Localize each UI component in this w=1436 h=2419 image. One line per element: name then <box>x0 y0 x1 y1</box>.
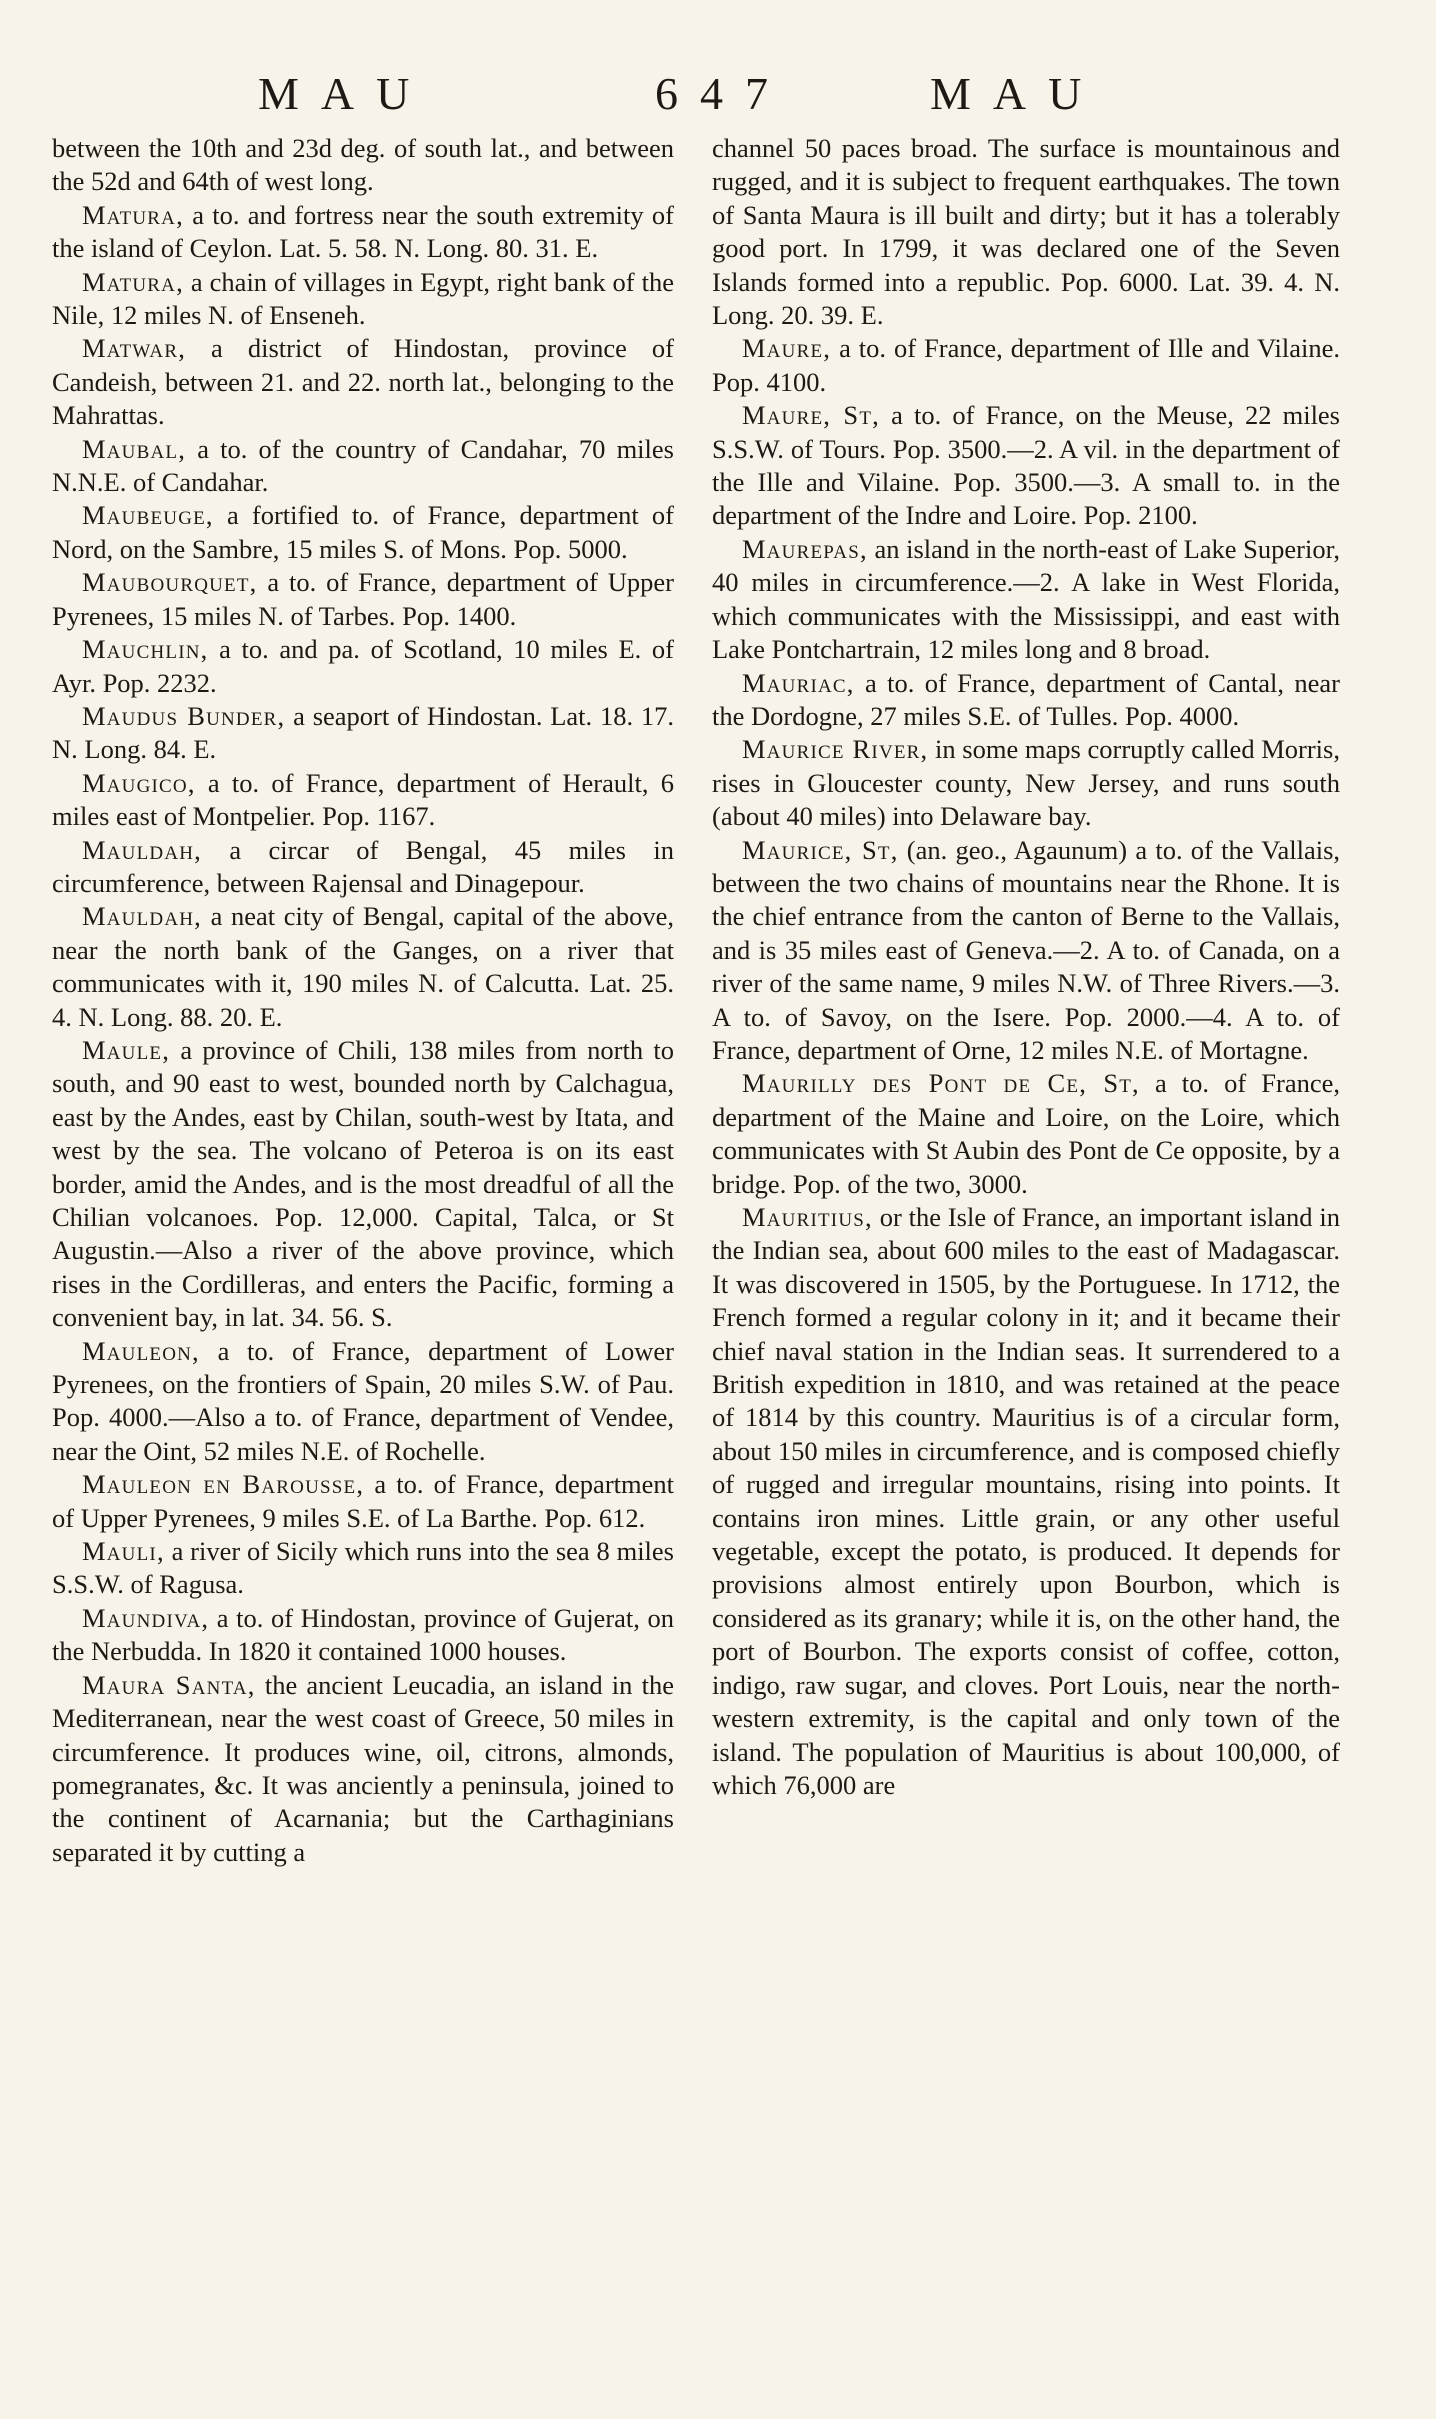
entry-text: a to. of France, department of Cantal, near the Dordogne, 27 miles S.E. of Tulles. Pop. 4000. <box>712 667 1340 731</box>
entry <box>712 733 1340 833</box>
entry-text: a to. of France, department of Ille and Vilaine. Pop. 4100. <box>712 333 1340 397</box>
headword: Mauritius, <box>742 1202 873 1232</box>
entry <box>52 1034 674 1335</box>
left-column <box>52 132 674 1869</box>
entry-text: a fortified to. of France, department of Nord, on the Sambre, 15 miles S. of Mons. Pop. 5000. <box>52 500 674 564</box>
entry <box>712 332 1340 399</box>
entry-text: a district of Hindostan, province of Candeish, between 21. and 22. north lat., belonging to the Mahrattas. <box>52 333 674 431</box>
entry <box>52 266 674 333</box>
headword: Maudus Bunder, <box>82 700 286 731</box>
entry <box>52 1535 674 1602</box>
entry <box>52 834 674 901</box>
headword: Maurice River, <box>742 734 929 765</box>
entry-text: in some maps corruptly called Morris, rises in Gloucester county, New Jersey, and runs south (about 40 miles) into Delaware bay. <box>712 734 1340 832</box>
headword: Maubal, <box>82 433 187 464</box>
headword: Maure, St, <box>742 400 881 431</box>
headword: Maubeuge, <box>82 500 214 531</box>
headword: Mauchlin, <box>82 634 209 665</box>
headword: Maure, <box>742 333 832 364</box>
entry-text: a to. of France, department of Upper Pyrenees, 9 miles S.E. of La Barthe. Pop. 612. <box>52 1469 674 1533</box>
entry-text: or the Isle of France, an important island in the Indian sea, about 600 miles to the east of Madagascar. It was discovered in 1505, by the Portuguese. In 1712, the French formed a regular colony in it; and it became their chief naval station in the Indian seas. It surrendered to a British expedition in 1810, and was retained at the peace of 1814 by this country. Mauritius is of a circular form, about 150 miles in circumference, and is composed chiefly of rugged and irregular mountains, rising into points. It contains iron mines. Little grain, or any other useful vegetable, except the potato, is produced. It depends for provisions almost entirely upon Bourbon, which is considered as its granary; while it is, on the other hand, the port of Bourbon. The exports consist of coffee, cotton, indigo, raw sugar, and cloves. Port Louis, near the north-western extremity, is the capital and only town of the island. The population of Mauritius is about 100,000, of which 76,000 are <box>712 1202 1340 1800</box>
entry-text: a river of Sicily which runs into the sea 8 miles S.S.W. of Ragusa. <box>52 1536 674 1600</box>
entry-text: a province of Chili, 138 miles from north to south, and 90 east to west, bounded north by Calchagua, east by the Andes, east by Chilan, south-west by Itata, and west by the sea. The volcano of Peteroa is on its east border, amid the Andes, and is the most dreadful of all the Chilian volcanoes. Pop. 12,000. Capital, Talca, or St Augustin.—Also a river of the above province, which rises in the Cordilleras, and enters the Pacific, forming a convenient bay, in lat. 34. 56. S. <box>52 1034 674 1333</box>
entry-text: a neat city of Bengal, capital of the above, near the north bank of the Ganges, on a river that communicates with it, 190 miles N. of Calcutta. Lat. 25. 4. N. Long. 88. 20. E. <box>52 901 674 1032</box>
headword: Mauriac, <box>742 667 855 698</box>
entry-text: a to. and pa. of Scotland, 10 miles E. of Ayr. Pop. 2232. <box>52 634 674 698</box>
entry-text: a to. of the country of Candahar, 70 miles N.N.E. of Candahar. <box>52 433 674 498</box>
headword: Mauldah, <box>82 834 202 865</box>
headword: Matwar, <box>82 333 187 364</box>
entry <box>52 633 674 700</box>
entry <box>52 332 674 432</box>
entry-text: a seaport of Hindostan. Lat. 18. 17. N. Long. 84. E. <box>52 700 674 765</box>
headword: Mauleon, <box>82 1335 200 1366</box>
entry <box>52 700 674 767</box>
entry-text: an island in the north-east of Lake Superior, 40 miles in circumference.—2. A lake in West Florida, which communicates with the Mississippi, and east with Lake Pontchartrain, 12 miles long and 8 broad. <box>712 533 1340 665</box>
entry <box>52 1335 674 1469</box>
right-column <box>712 132 1340 1802</box>
entry-text: a chain of villages in Egypt, right bank of the Nile, 12 miles N. of Enseneh. <box>52 266 674 331</box>
entry-text: a to. of France, department of Herault, 6 miles east of Montpelier. Pop. 1167. <box>52 767 674 832</box>
headword: Maundiva, <box>82 1602 210 1633</box>
headword: Mauleon en Barousse, <box>82 1469 365 1500</box>
running-head-right: MAU <box>930 68 1104 119</box>
page-number: 647 <box>655 68 790 119</box>
entry-text: a to. and fortress near the south extremity of the island of Ceylon. Lat. 5. 58. N. Long. 80. 31. E. <box>52 199 674 264</box>
headword: Maurilly des Pont de Ce, St, <box>742 1068 1140 1099</box>
headword: Maurepas, <box>742 533 868 564</box>
headword: Maurice, St, <box>742 834 899 865</box>
headword: Matura, <box>82 266 184 297</box>
headword: Matura, <box>82 199 184 230</box>
entry <box>712 1201 1340 1802</box>
entry-text: a to. of Hindostan, province of Gujerat, on the Nerbudda. In 1820 it contained 1000 houses. <box>52 1602 674 1667</box>
entry-continuation: channel 50 paces broad. The surface is mountainous and rugged, and it is subject to frequent earthquakes. The town of Santa Maura is ill built and dirty; but it has a tolerably good port. In 1799, it was declared one of the Seven Islands formed into a republic. Pop. 6000. Lat. 39. 4. N. Long. 20. 39. E. <box>712 133 1340 331</box>
entry <box>52 433 674 500</box>
entry <box>52 1468 674 1535</box>
entry <box>52 900 674 1034</box>
headword: Mauldah, <box>82 901 202 932</box>
entry <box>712 834 1340 1068</box>
entry <box>712 533 1340 667</box>
entry-text: a circar of Bengal, 45 miles in circumference, between Rajensal and Dinagepour. <box>52 834 674 898</box>
entry-text: a to. of France, department of Lower Pyrenees, on the frontiers of Spain, 20 miles S.W. of Pau. Pop. 4000.—Also a to. of France, department of Vendee, near the Oint, 52 miles N.E. of Rochelle. <box>52 1335 674 1466</box>
headword: Maugico, <box>82 767 196 798</box>
entry-continuation: between the 10th and 23d deg. of south lat., and between the 52d and 64th of west long. <box>52 133 674 197</box>
entry-text: a to. of France, department of the Maine and Loire, on the Loire, which communicates with St Aubin des Pont de Ce opposite, by a bridge. Pop. of the two, 3000. <box>712 1068 1340 1199</box>
entry <box>52 199 674 266</box>
entry <box>52 499 674 566</box>
entry <box>52 767 674 834</box>
entry-text: a to. of France, on the Meuse, 22 miles S.S.W. of Tours. Pop. 3500.—2. A vil. in the department of the Ille and Vilaine. Pop. 3500.—3. A small to. in the department of the Indre and Loire. Pop. 2100. <box>712 400 1340 531</box>
running-head-left: MAU <box>258 68 432 119</box>
headword: Maura Santa, <box>82 1669 256 1700</box>
headword: Mauli, <box>82 1536 165 1567</box>
entry <box>52 1602 674 1669</box>
entry <box>52 566 674 633</box>
entry-text: the ancient Leucadia, an island in the Mediterranean, near the west coast of Greece, 50 miles in circumference. It produces wine, oil, citrons, almonds, pomegranates, &c. It was anciently a peninsula, joined to the continent of Acarnania; but the Carthaginians separated it by cutting a <box>52 1669 674 1867</box>
entry <box>712 1067 1340 1201</box>
headword: Maule, <box>82 1034 171 1065</box>
entry <box>712 399 1340 533</box>
entry <box>712 667 1340 734</box>
entry-text: a to. of France, department of Upper Pyrenees, 15 miles N. of Tarbes. Pop. 1400. <box>52 567 674 631</box>
entry-text: (an. geo., Agaunum) a to. of the Vallais, between the two chains of mountains near the Rhone. It is the chief entrance from the canton of Berne to the Vallais, and is 35 miles east of Geneva.—2. A to. of Canada, on a river of the same name, 9 miles N.W. of Three Rivers.—3. A to. of Savoy, on the Isere. Pop. 2000.—4. A to. of France, department of Orne, 12 miles N.E. of Mortagne. <box>712 834 1341 1065</box>
headword: Maubourquet, <box>82 567 258 598</box>
page-header <box>0 64 1436 124</box>
entry <box>52 1669 674 1869</box>
